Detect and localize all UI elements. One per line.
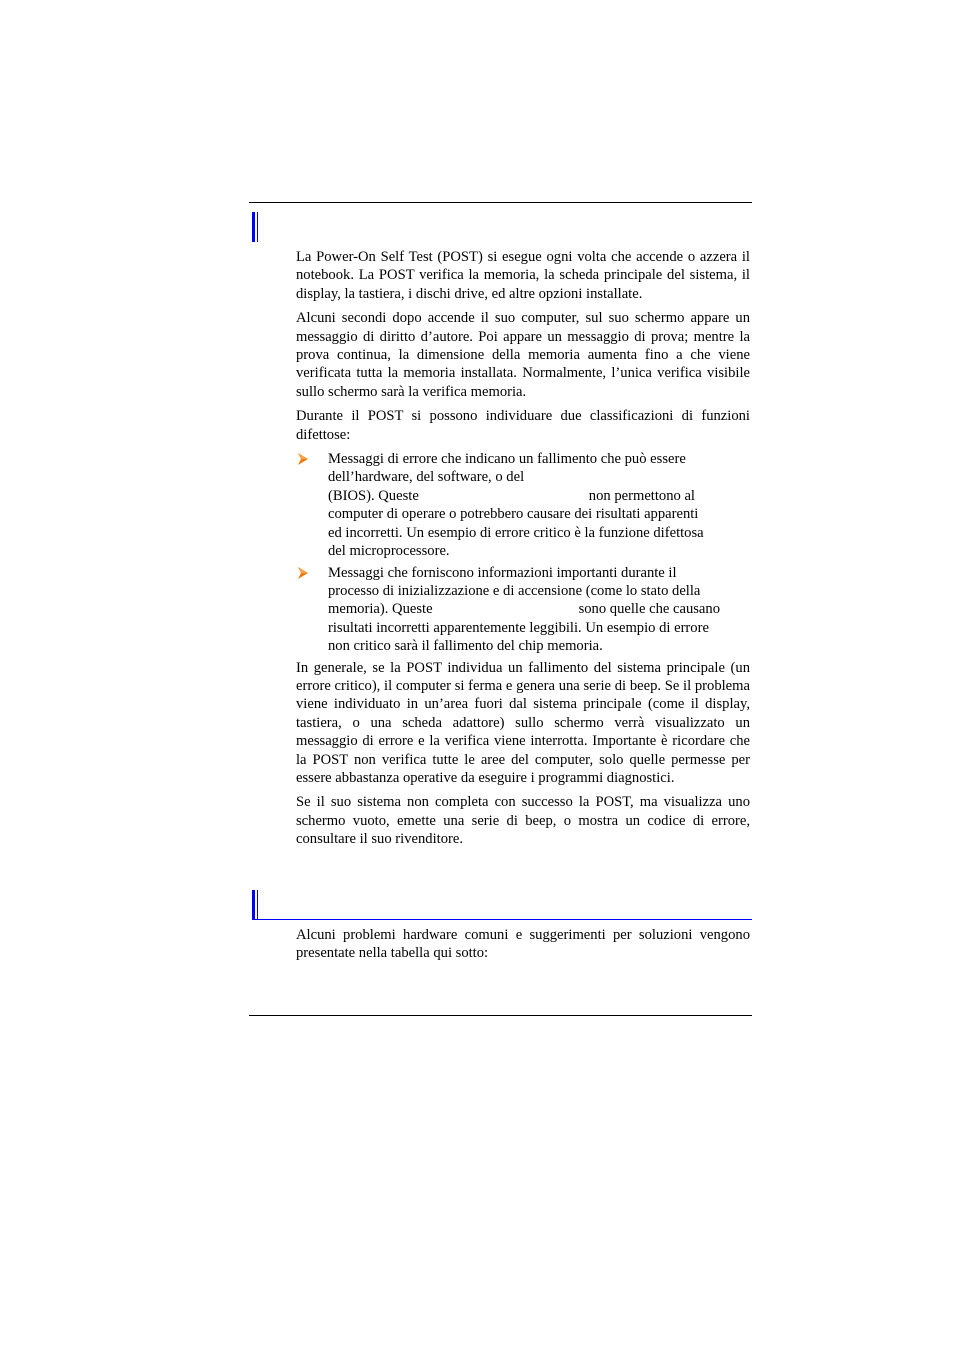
footer-rule (249, 1015, 752, 1016)
classification-list (296, 450, 750, 655)
bullet-line-end: sono quelle che causano (578, 601, 720, 618)
paragraph-post-contact: Se il suo sistema non completa con successo la POST, ma visualizza uno schermo vuoto, emette una serie di beep, o mostra un codice di errore, consultare il suo rivenditore. (296, 794, 750, 848)
paragraph-post-failure: In generale, se la POST individua un fallimento del sistema principale (un errore critico), il computer si ferma e genera una serie di beep. Se il problema viene individuato in un’area fuori dal sistema principale (come il display, tastiera, o una scheda adattore) sullo schermo verrà visualizzato un messaggio di errore e la verifica viene interrotta. Importante è ricordare che la POST non verifica tutte le aree del computer, solo quelle permesse per essere abbastanza operative da eseguire i programmi diagnostici. (296, 659, 750, 786)
list-item (296, 450, 750, 560)
bullet-line: Messaggi che forniscono informazioni importanti durante il (328, 564, 677, 581)
section-post-body (296, 248, 750, 855)
header-rule (249, 202, 752, 203)
bullet-line-start: (BIOS). Queste (328, 487, 419, 504)
bullet-line: dell’hardware, del software, o del (328, 469, 525, 486)
section-marker-hardware (252, 890, 258, 920)
section-underline-hardware (252, 919, 752, 920)
bullet-line: ed incorretti. Un esempio di errore critico è la funzione difettosa (328, 524, 704, 541)
bullet-line: risultati incorretti apparentemente leggibili. Un esempio di errore (328, 619, 709, 636)
bullet-line: Messaggi di errore che indicano un fallimento che può essere (328, 451, 686, 468)
list-item (296, 564, 750, 656)
bullet-line: processo di inizializzazione e di accensione (come lo stato della (328, 582, 701, 599)
paragraph-post-startup: Alcuni secondi dopo accende il suo computer, sul suo schermo appare un messaggio di diritto d’autore. Poi appare un messaggio di prova; mentre la prova continua, la dimensione della memoria aumenta fino a che viene verificata tutta la memoria installata. Normalmente, l’unica verifica visibile sullo schermo sarà la verifica memoria. (296, 310, 750, 400)
bullet-line: computer di operare o potrebbero causare dei risultati apparenti (328, 506, 699, 523)
section-hardware-body (296, 926, 750, 969)
section-marker-post (252, 212, 258, 242)
bullet-line-start: memoria). Queste (328, 601, 433, 618)
bullet-line: non critico sarà il fallimento del chip memoria. (328, 638, 603, 655)
paragraph-post-intro: La Power-On Self Test (POST) si esegue ogni volta che accende o azzera il notebook. La POST verifica la memoria, la scheda principale del sistema, il display, la tastiera, i dischi drive, ed altre opzioni installate. (296, 249, 750, 302)
arrowhead-bullet-icon (296, 564, 310, 582)
paragraph-post-classifications: Durante il POST si possono individuare due classificazioni di funzioni difettose: (296, 408, 750, 443)
arrowhead-bullet-icon (296, 450, 310, 468)
bullet-line: del microprocessore. (328, 543, 450, 560)
paragraph-hardware-intro: Alcuni problemi hardware comuni e suggerimenti per soluzioni vengono presentate nella tabella qui sotto: (296, 927, 750, 962)
bullet-line-split (328, 600, 750, 618)
bullet-line-split (328, 487, 750, 505)
bullet-line-end: non permettono al (588, 487, 695, 504)
